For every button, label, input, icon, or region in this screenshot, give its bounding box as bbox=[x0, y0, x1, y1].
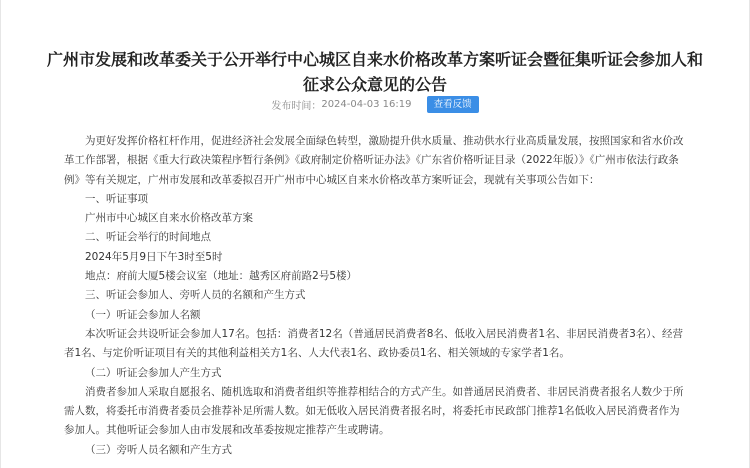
section-1-heading: 一、听证事项 bbox=[85, 192, 148, 205]
view-feedback-button[interactable]: 查看反馈 bbox=[427, 96, 479, 113]
section-3-sub1-heading: （一）听证会参加人名额 bbox=[85, 308, 201, 321]
section-2-heading: 二、听证会举行的时间地点 bbox=[85, 231, 211, 244]
section-2-time: 2024年5月9日下午3时至5时 bbox=[85, 250, 223, 263]
left-border bbox=[0, 0, 1, 468]
section-3-sub3-heading: （三）旁听人员名额和产生方式 bbox=[85, 443, 232, 456]
section-1-text: 广州市中心城区自来水价格改革方案 bbox=[85, 212, 253, 225]
intro-paragraph: 为更好发挥价格杠杆作用，促进经济社会发展全面绿色转型，激励提升供水质量、推动供水行业高质量发展，按照国家和省水价改革工作部署，根据《重大行政决策程序暂行条例》《政府制定价格听证办法》《广东省价格听证目录（2022年版）》《广州市依法行政条例》等有关规定，广州市发展和改革委拟召开广州市中心城区自来水价格改革方案听证会，现就有关事项公告如下： bbox=[64, 135, 684, 186]
section-3-sub2-text: 消费者参加人采取自愿报名、随机选取和消费者组织等推荐相结合的方式产生。如普通居民消费者、非居民消费者报名人数少于所需人数，将委托市消费者委员会推荐补足所需人数。如无低收入居民消费者报名时，将委托市民政部门推荐1名低收入居民消费者作为参加人。其他听证会参加人由市发展和改革委按规定推荐产生或聘请。 bbox=[64, 385, 684, 437]
article-body bbox=[64, 132, 688, 460]
article-meta bbox=[0, 96, 750, 114]
publish-time: 2024-04-03 16:19 bbox=[321, 99, 412, 110]
section-2-place: 地点：府前大厦5楼会议室（地址：越秀区府前路2号5楼） bbox=[85, 270, 358, 283]
section-3-sub1-text: 本次听证会共设听证会参加人17名。包括：消费者12名（普通居民消费者8名、低收入居民消费者1名、非居民消费者3名）、经营者1名、与定价听证项目有关的其他利益相关方1名、人大代表1名、政协委员1名、相关领域的专家学者1名。 bbox=[64, 327, 684, 360]
section-3-sub2-heading: （二）听证会参加人产生方式 bbox=[85, 366, 222, 379]
publish-time-label: 发布时间： bbox=[271, 101, 322, 112]
section-3-heading: 三、听证会参加人、旁听人员的名额和产生方式 bbox=[85, 289, 306, 302]
article-title: 广州市发展和改革委关于公开举行中心城区自来水价格改革方案听证会暨征集听证会参加人和征求公众意见的公告 bbox=[46, 50, 703, 94]
